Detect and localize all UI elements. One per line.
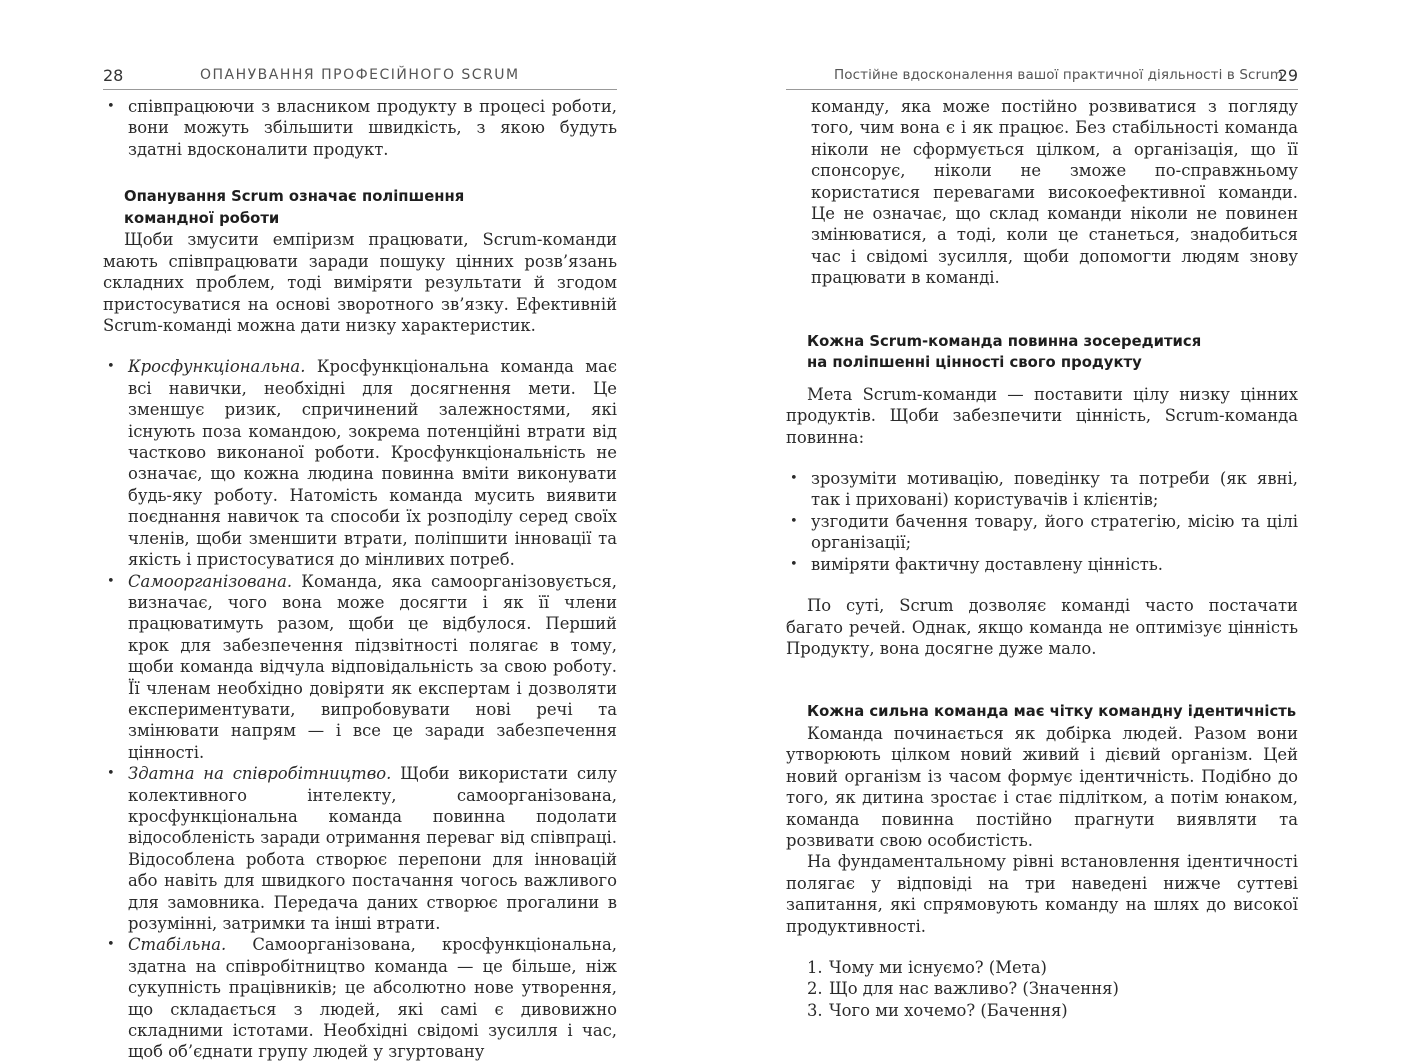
header-rule bbox=[103, 89, 617, 90]
list-item bbox=[128, 571, 617, 764]
section-paragraph: На фундаментальному рівні встановлення ідентичності полягає у відповіді на три наведені нижче суттеві запитання, які спрямовують команду на шлях до високої продуктивності. bbox=[786, 852, 1298, 936]
characteristics-list bbox=[103, 356, 617, 1062]
list-item: • узгодити бачення товару, його стратегію, місію та цілі організації; bbox=[811, 511, 1298, 554]
section-heading-line: командної роботи bbox=[124, 209, 280, 227]
section-intro: Мета Scrum-команди — поставити цілу низку цінних продуктів. Щоби забезпечити цінність, Scrum-команда повинна: bbox=[786, 384, 1298, 447]
section-heading bbox=[124, 186, 617, 229]
right-page bbox=[786, 0, 1298, 1020]
right-page-body bbox=[786, 96, 1298, 1021]
section-conclusion: По суті, Scrum дозволяє команді часто постачати багато речей. Однак, якщо команда не оптимізує цінність Продукту, вона досягне дуже мало. bbox=[786, 596, 1298, 658]
intro-bullet-list bbox=[103, 96, 617, 160]
section-heading-line: Опанування Scrum означає поліпшення bbox=[124, 188, 465, 206]
continued-paragraph: команду, яка може постійно розвиватися з погляду того, чим вона є і як працює. Без стабільності команда ніколи не сформується цілком, а організація, що її спонсорує, ніколи не зможе по-справжньому користатися перевагами високоефективної команди. Це не означає, що склад команди ніколи не повинен змінюватися, а тоді, коли це станеться, знадобиться час і свідомі зусилля, щоби допомогти людям знову працювати в команді. bbox=[811, 97, 1298, 288]
left-page bbox=[103, 0, 617, 1062]
page-number: 28 bbox=[103, 66, 124, 85]
item-text: Що для нас важливо? (Значення) bbox=[829, 979, 1119, 999]
term: Здатна на співробітництво. bbox=[128, 764, 392, 784]
list-item: • виміряти фактичну доставлену цінність. bbox=[811, 554, 1298, 575]
list-item bbox=[128, 356, 617, 570]
running-head-left bbox=[103, 66, 617, 88]
header-rule bbox=[786, 89, 1298, 90]
running-head-title: Постійне вдосконалення вашої практичної діяльності в Scrum bbox=[834, 67, 1284, 83]
term: Кросфункціональна. bbox=[128, 357, 306, 377]
page-number: 29 bbox=[1277, 66, 1298, 85]
running-head-right bbox=[786, 66, 1298, 88]
value-bullet-list bbox=[786, 468, 1298, 575]
section-heading-line: Кожна Scrum-команда повинна зосередитися bbox=[807, 332, 1202, 350]
list-item: • співпрацюючи з власником продукту в процесі роботи, вони можуть збільшити швидкість, з якою будуть здатні вдосконалити продукт. bbox=[128, 96, 617, 160]
list-item bbox=[128, 934, 617, 1062]
running-head-title: ОПАНУВАННЯ ПРОФЕСІЙНОГО SCRUM bbox=[200, 67, 520, 83]
term: Самоорганізована. bbox=[128, 571, 293, 591]
term-description: Команда, яка самоорганізовується, визначає, чого вона може досягти і як її члени працюватимуть разом, щоби це відбулося. Перший крок для забезпечення підзвітності полягає в тому, щоби команда відчула відповідальність за свою роботу. Її членам необхідно довіряти як експертам і дозволяти експериментувати, випробовувати нові речі та змінювати напрям — і все це заради забезпечення цінності. bbox=[128, 571, 617, 762]
section-heading bbox=[807, 331, 1298, 374]
item-number: 3. bbox=[807, 1000, 823, 1020]
list-item bbox=[807, 957, 1298, 978]
section-paragraph: Команда починається як добірка людей. Разом вони утворюють цілком новий живий і дієвий організм. Цей новий організм із часом формує ідентичність. Подібно до того, як дитина зростає і стає підлітком, а потім юнаком, команда повинна постійно прагнути виявляти та розвивати свою особистість. bbox=[786, 723, 1298, 850]
questions-list bbox=[786, 957, 1298, 1021]
item-number: 1. bbox=[807, 957, 823, 977]
list-item bbox=[807, 1000, 1298, 1021]
list-item: • зрозуміти мотивацію, поведінку та потреби (як явні, так і приховані) користувачів і клієнтів; bbox=[811, 468, 1298, 511]
section-heading: Кожна сильна команда має чітку командну ідентичність bbox=[807, 703, 1297, 721]
section-heading-line: на поліпшенні цінності свого продукту bbox=[807, 354, 1142, 372]
list-item bbox=[807, 978, 1298, 999]
term-description: Щоби використати силу колективного інтелекту, самоорганізована, кросфункціональна команда повинна подолати відособленість заради отримання переваг від співпраці. Відособлена робота створює перепони для інновацій або навіть для швидкого постачання чогось важливого для замовника. Передача даних створює прогалини в розумінні, затримки та інші втрати. bbox=[128, 764, 617, 933]
section-paragraph: Щоби змусити емпіризм працювати, Scrum-команди мають співпрацювати заради пошуку цінних розв’язань складних проблем, тоді виміряти результати й згодом пристосуватися на основі зворотного зв’язку. Ефективній Scrum-команді можна дати низку характеристик. bbox=[103, 230, 617, 336]
left-page-body bbox=[103, 96, 617, 1063]
item-number: 2. bbox=[807, 979, 823, 999]
term-description: Самоорганізована, кросфункціональна, здатна на співробітництво команда — це більше, ніж сукупність працівників; це абсолютно нове утворення, що складається з людей, які самі є дивовижно складними істотами. Необхідні свідомі зусилля і час, щоб об’єднати групу людей у згуртовану bbox=[128, 935, 617, 1062]
item-text: Чого ми хочемо? (Бачення) bbox=[829, 1000, 1068, 1020]
list-item bbox=[128, 763, 617, 934]
item-text: Чому ми існуємо? (Мета) bbox=[829, 957, 1047, 977]
term-description: Кросфункціональна команда має всі навички, необхідні для досягнення мети. Це зменшує ризик, спричинений залежностями, які існують поза командою, зокрема потенційні втрати від частково виконаної роботи. Кросфункціональність не означає, що кожна людина повинна вміти виконувати будь-яку роботу. Натомість команда мусить виявити поєднання навичок та способи їх розподілу серед своїх членів, щоби зменшити втрати, поліпшити інновації та якість і пристосуватися до мінливих потреб. bbox=[128, 357, 617, 570]
term: Стабільна. bbox=[128, 935, 227, 955]
